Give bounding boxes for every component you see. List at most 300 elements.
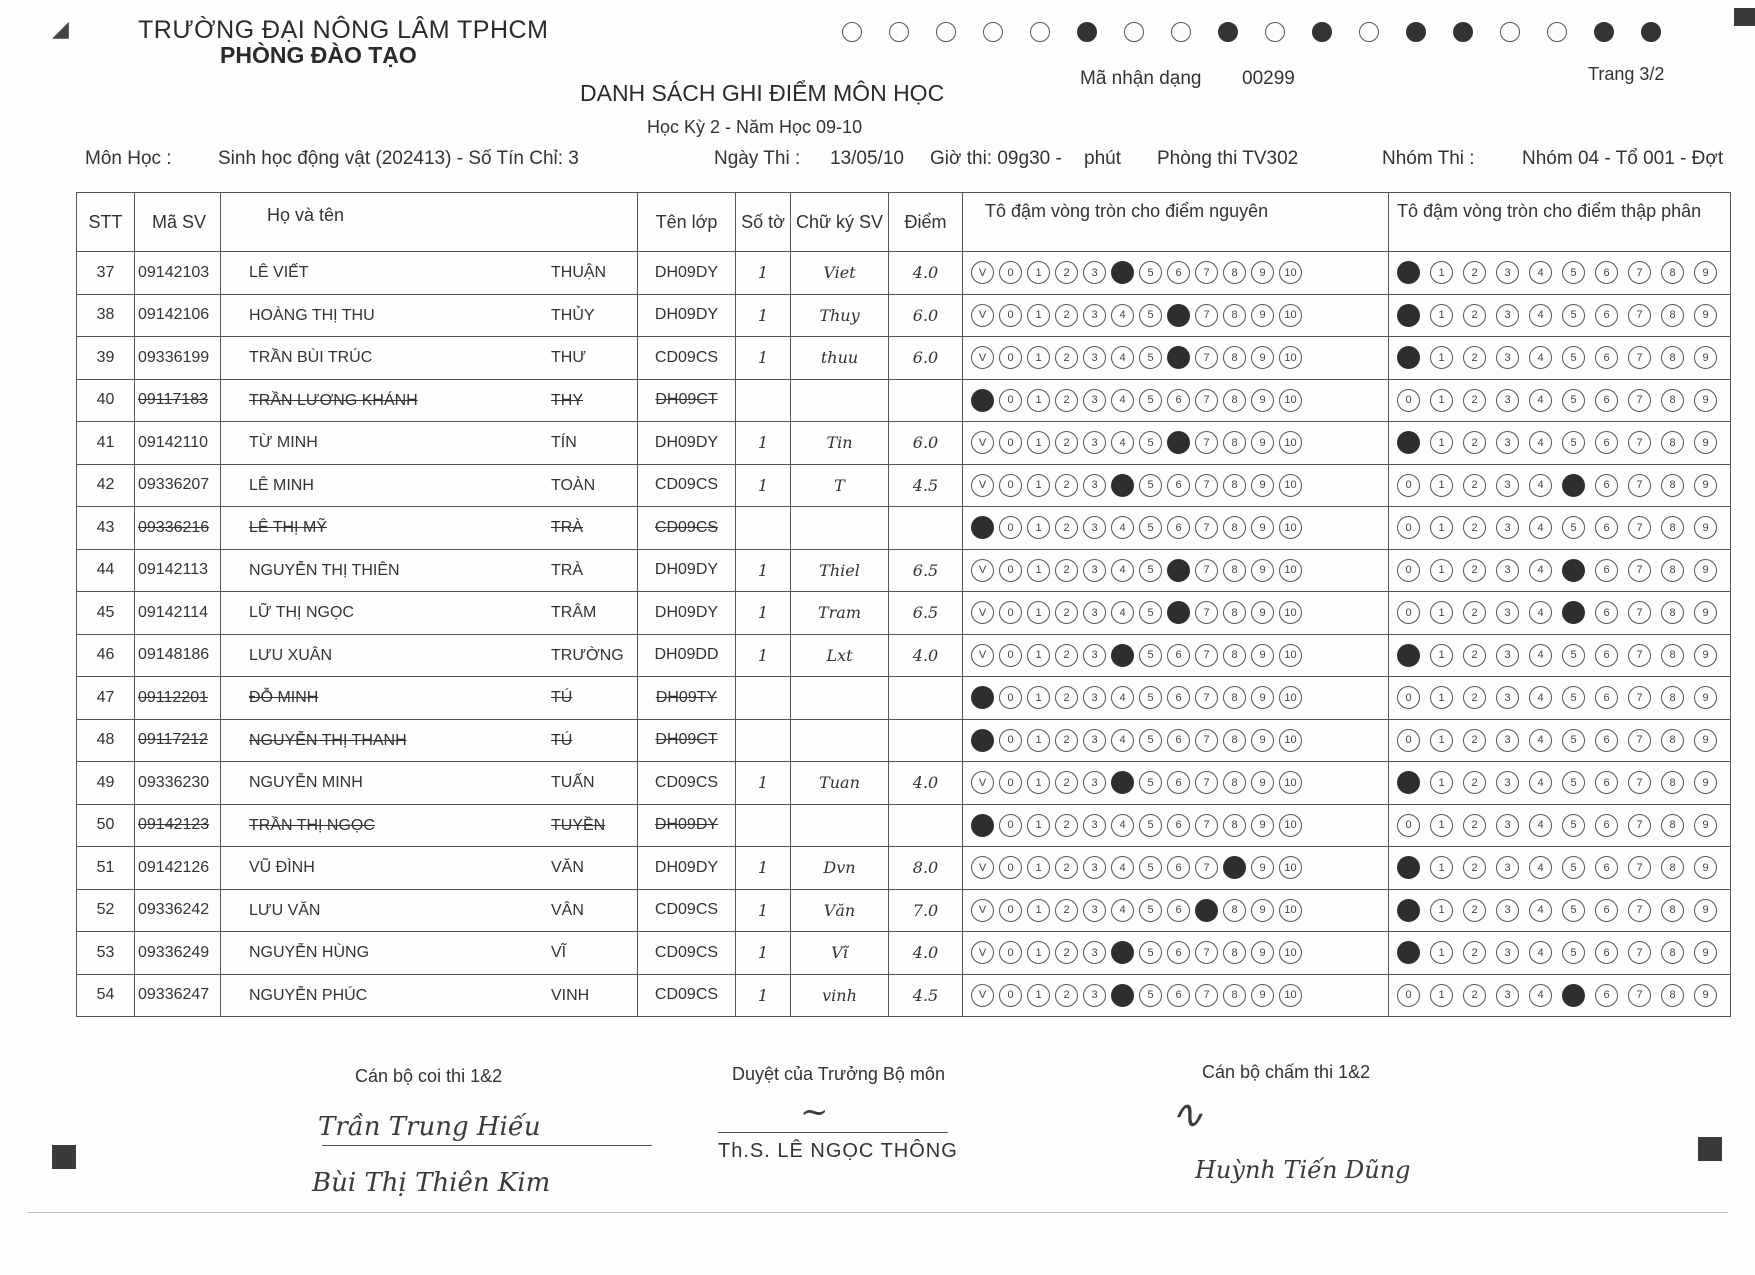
decimal-bubble[interactable]: 8 (1661, 984, 1684, 1007)
integer-bubble[interactable]: 0 (999, 304, 1022, 327)
decimal-bubble[interactable]: 5 (1562, 941, 1585, 964)
decimal-bubble[interactable]: 9 (1694, 516, 1717, 539)
decimal-bubble[interactable]: 1 (1430, 474, 1453, 497)
decimal-bubble[interactable]: 7 (1628, 941, 1651, 964)
integer-bubble[interactable]: 8 (1223, 304, 1246, 327)
decimal-bubble[interactable]: 8 (1661, 304, 1684, 327)
integer-bubble[interactable]: 4 (1111, 474, 1134, 497)
decimal-bubble[interactable]: 6 (1595, 856, 1618, 879)
decimal-bubble[interactable]: 0 (1397, 261, 1420, 284)
integer-bubble[interactable]: V (971, 261, 994, 284)
integer-bubble[interactable]: 5 (1139, 856, 1162, 879)
decimal-bubble[interactable]: 7 (1628, 559, 1651, 582)
integer-bubble[interactable]: 0 (999, 686, 1022, 709)
decimal-bubble[interactable]: 4 (1529, 941, 1552, 964)
decimal-bubble[interactable]: 3 (1496, 644, 1519, 667)
integer-bubble[interactable]: V (971, 474, 994, 497)
integer-bubble[interactable]: V (971, 346, 994, 369)
integer-bubble[interactable]: 0 (999, 474, 1022, 497)
decimal-bubble[interactable]: 6 (1595, 389, 1618, 412)
integer-bubble[interactable]: 7 (1195, 984, 1218, 1007)
integer-bubble[interactable]: 4 (1111, 559, 1134, 582)
decimal-bubble[interactable]: 2 (1463, 771, 1486, 794)
decimal-bubble[interactable]: 9 (1694, 474, 1717, 497)
integer-bubble[interactable]: 3 (1083, 771, 1106, 794)
integer-bubble[interactable]: 0 (999, 601, 1022, 624)
integer-bubble[interactable]: 3 (1083, 559, 1106, 582)
integer-bubble[interactable]: 9 (1251, 899, 1274, 922)
integer-bubble[interactable]: 10 (1279, 686, 1302, 709)
integer-bubble[interactable]: 9 (1251, 771, 1274, 794)
decimal-bubble[interactable]: 6 (1595, 261, 1618, 284)
decimal-bubble[interactable]: 6 (1595, 984, 1618, 1007)
decimal-bubble[interactable]: 1 (1430, 346, 1453, 369)
integer-bubble[interactable]: 3 (1083, 899, 1106, 922)
decimal-bubble[interactable]: 1 (1430, 389, 1453, 412)
integer-bubble[interactable]: 6 (1167, 984, 1190, 1007)
integer-bubble[interactable]: 4 (1111, 644, 1134, 667)
integer-bubble[interactable]: 0 (999, 899, 1022, 922)
integer-bubble[interactable]: 6 (1167, 856, 1190, 879)
decimal-bubble[interactable]: 5 (1562, 729, 1585, 752)
integer-bubble[interactable]: 0 (999, 941, 1022, 964)
integer-bubble[interactable]: 3 (1083, 346, 1106, 369)
integer-bubble[interactable]: 1 (1027, 601, 1050, 624)
integer-bubble[interactable]: 5 (1139, 729, 1162, 752)
integer-bubble[interactable]: 10 (1279, 474, 1302, 497)
integer-bubble[interactable]: 2 (1055, 729, 1078, 752)
integer-bubble[interactable]: 7 (1195, 729, 1218, 752)
integer-bubble[interactable]: 5 (1139, 899, 1162, 922)
integer-bubble[interactable]: 6 (1167, 389, 1190, 412)
decimal-bubble[interactable]: 2 (1463, 304, 1486, 327)
decimal-bubble[interactable]: 0 (1397, 601, 1420, 624)
decimal-bubble[interactable]: 7 (1628, 304, 1651, 327)
decimal-bubble[interactable]: 7 (1628, 771, 1651, 794)
integer-bubble[interactable]: 4 (1111, 601, 1134, 624)
integer-bubble[interactable]: 7 (1195, 304, 1218, 327)
integer-bubble[interactable]: 5 (1139, 389, 1162, 412)
decimal-bubble[interactable]: 3 (1496, 601, 1519, 624)
integer-bubble[interactable]: 1 (1027, 346, 1050, 369)
decimal-bubble[interactable]: 0 (1397, 771, 1420, 794)
integer-bubble[interactable]: 1 (1027, 389, 1050, 412)
integer-bubble[interactable]: 7 (1195, 899, 1218, 922)
decimal-bubble[interactable]: 6 (1595, 941, 1618, 964)
integer-bubble[interactable]: V (971, 559, 994, 582)
integer-bubble[interactable]: 8 (1223, 474, 1246, 497)
integer-bubble[interactable]: 10 (1279, 304, 1302, 327)
decimal-bubble[interactable]: 7 (1628, 856, 1651, 879)
integer-bubble[interactable]: 4 (1111, 389, 1134, 412)
decimal-bubble[interactable]: 3 (1496, 686, 1519, 709)
decimal-bubble[interactable]: 7 (1628, 984, 1651, 1007)
decimal-bubble[interactable]: 0 (1397, 644, 1420, 667)
integer-bubble[interactable]: 0 (999, 814, 1022, 837)
decimal-bubble[interactable]: 4 (1529, 984, 1552, 1007)
decimal-bubble[interactable]: 1 (1430, 856, 1453, 879)
integer-bubble[interactable]: 4 (1111, 261, 1134, 284)
decimal-bubble[interactable]: 5 (1562, 601, 1585, 624)
decimal-bubble[interactable]: 2 (1463, 941, 1486, 964)
integer-bubble[interactable]: 5 (1139, 686, 1162, 709)
decimal-bubble[interactable]: 4 (1529, 304, 1552, 327)
decimal-bubble[interactable]: 4 (1529, 686, 1552, 709)
decimal-bubble[interactable]: 0 (1397, 346, 1420, 369)
integer-bubble[interactable]: 9 (1251, 984, 1274, 1007)
decimal-bubble[interactable]: 5 (1562, 261, 1585, 284)
decimal-bubble[interactable]: 4 (1529, 346, 1552, 369)
integer-bubble[interactable]: 1 (1027, 474, 1050, 497)
integer-bubble[interactable]: 2 (1055, 601, 1078, 624)
decimal-bubble[interactable]: 9 (1694, 984, 1717, 1007)
decimal-bubble[interactable]: 8 (1661, 431, 1684, 454)
integer-bubble[interactable]: 2 (1055, 984, 1078, 1007)
decimal-bubble[interactable]: 4 (1529, 601, 1552, 624)
integer-bubble[interactable]: 3 (1083, 644, 1106, 667)
integer-bubble[interactable]: 1 (1027, 261, 1050, 284)
decimal-bubble[interactable]: 1 (1430, 814, 1453, 837)
integer-bubble[interactable]: 4 (1111, 814, 1134, 837)
integer-bubble[interactable]: 7 (1195, 346, 1218, 369)
integer-bubble[interactable]: 7 (1195, 814, 1218, 837)
decimal-bubble[interactable]: 2 (1463, 644, 1486, 667)
integer-bubble[interactable]: 7 (1195, 644, 1218, 667)
integer-bubble[interactable]: 9 (1251, 559, 1274, 582)
decimal-bubble[interactable]: 0 (1397, 389, 1420, 412)
decimal-bubble[interactable]: 0 (1397, 516, 1420, 539)
decimal-bubble[interactable]: 5 (1562, 814, 1585, 837)
integer-bubble[interactable]: 5 (1139, 304, 1162, 327)
decimal-bubble[interactable]: 3 (1496, 814, 1519, 837)
integer-bubble[interactable]: 2 (1055, 516, 1078, 539)
decimal-bubble[interactable]: 0 (1397, 304, 1420, 327)
decimal-bubble[interactable]: 6 (1595, 644, 1618, 667)
integer-bubble[interactable]: 5 (1139, 941, 1162, 964)
integer-bubble[interactable]: 6 (1167, 431, 1190, 454)
integer-bubble[interactable]: 3 (1083, 814, 1106, 837)
integer-bubble[interactable]: 0 (999, 644, 1022, 667)
integer-bubble[interactable]: 7 (1195, 941, 1218, 964)
decimal-bubble[interactable]: 0 (1397, 474, 1420, 497)
integer-bubble[interactable]: 6 (1167, 771, 1190, 794)
integer-bubble[interactable]: 4 (1111, 984, 1134, 1007)
decimal-bubble[interactable]: 4 (1529, 729, 1552, 752)
integer-bubble[interactable]: V (971, 686, 994, 709)
integer-bubble[interactable]: 1 (1027, 899, 1050, 922)
integer-bubble[interactable]: 3 (1083, 261, 1106, 284)
integer-bubble[interactable]: 1 (1027, 856, 1050, 879)
decimal-bubble[interactable]: 1 (1430, 304, 1453, 327)
integer-bubble[interactable]: 5 (1139, 559, 1162, 582)
integer-bubble[interactable]: 2 (1055, 304, 1078, 327)
integer-bubble[interactable]: 10 (1279, 644, 1302, 667)
integer-bubble[interactable]: 8 (1223, 601, 1246, 624)
decimal-bubble[interactable]: 9 (1694, 601, 1717, 624)
decimal-bubble[interactable]: 4 (1529, 899, 1552, 922)
integer-bubble[interactable]: 10 (1279, 814, 1302, 837)
decimal-bubble[interactable]: 4 (1529, 814, 1552, 837)
integer-bubble[interactable]: V (971, 814, 994, 837)
decimal-bubble[interactable]: 2 (1463, 516, 1486, 539)
decimal-bubble[interactable]: 8 (1661, 856, 1684, 879)
decimal-bubble[interactable]: 3 (1496, 261, 1519, 284)
integer-bubble[interactable]: 10 (1279, 559, 1302, 582)
decimal-bubble[interactable]: 7 (1628, 516, 1651, 539)
decimal-bubble[interactable]: 5 (1562, 771, 1585, 794)
integer-bubble[interactable]: V (971, 856, 994, 879)
integer-bubble[interactable]: 3 (1083, 941, 1106, 964)
integer-bubble[interactable]: 3 (1083, 431, 1106, 454)
decimal-bubble[interactable]: 0 (1397, 686, 1420, 709)
decimal-bubble[interactable]: 7 (1628, 686, 1651, 709)
decimal-bubble[interactable]: 5 (1562, 304, 1585, 327)
decimal-bubble[interactable]: 8 (1661, 899, 1684, 922)
integer-bubble[interactable]: 5 (1139, 771, 1162, 794)
integer-bubble[interactable]: V (971, 601, 994, 624)
decimal-bubble[interactable]: 6 (1595, 516, 1618, 539)
decimal-bubble[interactable]: 3 (1496, 856, 1519, 879)
decimal-bubble[interactable]: 2 (1463, 686, 1486, 709)
integer-bubble[interactable]: 0 (999, 261, 1022, 284)
decimal-bubble[interactable]: 7 (1628, 261, 1651, 284)
decimal-bubble[interactable]: 9 (1694, 261, 1717, 284)
integer-bubble[interactable]: V (971, 729, 994, 752)
decimal-bubble[interactable]: 9 (1694, 431, 1717, 454)
integer-bubble[interactable]: 2 (1055, 559, 1078, 582)
integer-bubble[interactable]: 1 (1027, 984, 1050, 1007)
integer-bubble[interactable]: 9 (1251, 516, 1274, 539)
decimal-bubble[interactable]: 9 (1694, 559, 1717, 582)
integer-bubble[interactable]: 2 (1055, 856, 1078, 879)
integer-bubble[interactable]: 10 (1279, 516, 1302, 539)
decimal-bubble[interactable]: 8 (1661, 474, 1684, 497)
decimal-bubble[interactable]: 9 (1694, 644, 1717, 667)
integer-bubble[interactable]: 3 (1083, 729, 1106, 752)
integer-bubble[interactable]: 3 (1083, 984, 1106, 1007)
decimal-bubble[interactable]: 3 (1496, 941, 1519, 964)
integer-bubble[interactable]: 5 (1139, 261, 1162, 284)
integer-bubble[interactable]: V (971, 431, 994, 454)
integer-bubble[interactable]: V (971, 984, 994, 1007)
decimal-bubble[interactable]: 5 (1562, 559, 1585, 582)
integer-bubble[interactable]: 10 (1279, 389, 1302, 412)
integer-bubble[interactable]: 5 (1139, 346, 1162, 369)
integer-bubble[interactable]: 3 (1083, 856, 1106, 879)
integer-bubble[interactable]: 0 (999, 984, 1022, 1007)
decimal-bubble[interactable]: 2 (1463, 474, 1486, 497)
integer-bubble[interactable]: 1 (1027, 431, 1050, 454)
integer-bubble[interactable]: 2 (1055, 941, 1078, 964)
decimal-bubble[interactable]: 6 (1595, 304, 1618, 327)
integer-bubble[interactable]: 7 (1195, 601, 1218, 624)
decimal-bubble[interactable]: 4 (1529, 389, 1552, 412)
integer-bubble[interactable]: 9 (1251, 686, 1274, 709)
decimal-bubble[interactable]: 9 (1694, 899, 1717, 922)
integer-bubble[interactable]: 6 (1167, 644, 1190, 667)
integer-bubble[interactable]: 0 (999, 389, 1022, 412)
integer-bubble[interactable]: 8 (1223, 261, 1246, 284)
decimal-bubble[interactable]: 2 (1463, 814, 1486, 837)
integer-bubble[interactable]: 4 (1111, 941, 1134, 964)
integer-bubble[interactable]: V (971, 771, 994, 794)
decimal-bubble[interactable]: 9 (1694, 389, 1717, 412)
integer-bubble[interactable]: 7 (1195, 686, 1218, 709)
decimal-bubble[interactable]: 2 (1463, 856, 1486, 879)
decimal-bubble[interactable]: 4 (1529, 856, 1552, 879)
decimal-bubble[interactable]: 0 (1397, 899, 1420, 922)
decimal-bubble[interactable]: 9 (1694, 814, 1717, 837)
decimal-bubble[interactable]: 8 (1661, 771, 1684, 794)
integer-bubble[interactable]: 3 (1083, 304, 1106, 327)
decimal-bubble[interactable]: 0 (1397, 856, 1420, 879)
decimal-bubble[interactable]: 1 (1430, 644, 1453, 667)
decimal-bubble[interactable]: 5 (1562, 474, 1585, 497)
decimal-bubble[interactable]: 8 (1661, 389, 1684, 412)
integer-bubble[interactable]: 5 (1139, 644, 1162, 667)
decimal-bubble[interactable]: 1 (1430, 261, 1453, 284)
decimal-bubble[interactable]: 2 (1463, 261, 1486, 284)
integer-bubble[interactable]: 2 (1055, 474, 1078, 497)
integer-bubble[interactable]: 6 (1167, 261, 1190, 284)
decimal-bubble[interactable]: 1 (1430, 771, 1453, 794)
decimal-bubble[interactable]: 3 (1496, 346, 1519, 369)
decimal-bubble[interactable]: 4 (1529, 516, 1552, 539)
decimal-bubble[interactable]: 3 (1496, 516, 1519, 539)
decimal-bubble[interactable]: 1 (1430, 899, 1453, 922)
integer-bubble[interactable]: 10 (1279, 899, 1302, 922)
integer-bubble[interactable]: 9 (1251, 941, 1274, 964)
decimal-bubble[interactable]: 9 (1694, 729, 1717, 752)
integer-bubble[interactable]: 4 (1111, 346, 1134, 369)
integer-bubble[interactable]: V (971, 304, 994, 327)
integer-bubble[interactable]: 9 (1251, 729, 1274, 752)
integer-bubble[interactable]: 2 (1055, 346, 1078, 369)
decimal-bubble[interactable]: 4 (1529, 431, 1552, 454)
integer-bubble[interactable]: 5 (1139, 516, 1162, 539)
integer-bubble[interactable]: 6 (1167, 729, 1190, 752)
integer-bubble[interactable]: 4 (1111, 686, 1134, 709)
integer-bubble[interactable]: 0 (999, 729, 1022, 752)
integer-bubble[interactable]: 5 (1139, 984, 1162, 1007)
decimal-bubble[interactable]: 8 (1661, 261, 1684, 284)
integer-bubble[interactable]: 4 (1111, 856, 1134, 879)
integer-bubble[interactable]: 5 (1139, 431, 1162, 454)
integer-bubble[interactable]: 9 (1251, 304, 1274, 327)
integer-bubble[interactable]: 8 (1223, 984, 1246, 1007)
integer-bubble[interactable]: 6 (1167, 304, 1190, 327)
integer-bubble[interactable]: 10 (1279, 771, 1302, 794)
decimal-bubble[interactable]: 8 (1661, 601, 1684, 624)
integer-bubble[interactable]: 9 (1251, 431, 1274, 454)
decimal-bubble[interactable]: 4 (1529, 474, 1552, 497)
integer-bubble[interactable]: 9 (1251, 644, 1274, 667)
decimal-bubble[interactable]: 6 (1595, 431, 1618, 454)
integer-bubble[interactable]: 8 (1223, 856, 1246, 879)
integer-bubble[interactable]: 1 (1027, 516, 1050, 539)
integer-bubble[interactable]: 1 (1027, 304, 1050, 327)
decimal-bubble[interactable]: 9 (1694, 686, 1717, 709)
integer-bubble[interactable]: 0 (999, 771, 1022, 794)
decimal-bubble[interactable]: 7 (1628, 431, 1651, 454)
integer-bubble[interactable]: 8 (1223, 346, 1246, 369)
decimal-bubble[interactable]: 6 (1595, 771, 1618, 794)
integer-bubble[interactable]: 9 (1251, 856, 1274, 879)
integer-bubble[interactable]: 7 (1195, 516, 1218, 539)
integer-bubble[interactable]: V (971, 899, 994, 922)
integer-bubble[interactable]: 10 (1279, 729, 1302, 752)
decimal-bubble[interactable]: 5 (1562, 346, 1585, 369)
decimal-bubble[interactable]: 2 (1463, 346, 1486, 369)
integer-bubble[interactable]: 3 (1083, 686, 1106, 709)
integer-bubble[interactable]: 6 (1167, 346, 1190, 369)
integer-bubble[interactable]: 2 (1055, 899, 1078, 922)
integer-bubble[interactable]: 2 (1055, 431, 1078, 454)
decimal-bubble[interactable]: 8 (1661, 814, 1684, 837)
decimal-bubble[interactable]: 1 (1430, 984, 1453, 1007)
integer-bubble[interactable]: 4 (1111, 729, 1134, 752)
decimal-bubble[interactable]: 3 (1496, 899, 1519, 922)
integer-bubble[interactable]: 5 (1139, 474, 1162, 497)
decimal-bubble[interactable]: 5 (1562, 516, 1585, 539)
integer-bubble[interactable]: 8 (1223, 389, 1246, 412)
decimal-bubble[interactable]: 7 (1628, 899, 1651, 922)
integer-bubble[interactable]: 2 (1055, 389, 1078, 412)
decimal-bubble[interactable]: 6 (1595, 559, 1618, 582)
integer-bubble[interactable]: 1 (1027, 686, 1050, 709)
decimal-bubble[interactable]: 6 (1595, 729, 1618, 752)
decimal-bubble[interactable]: 6 (1595, 686, 1618, 709)
decimal-bubble[interactable]: 5 (1562, 686, 1585, 709)
decimal-bubble[interactable]: 3 (1496, 984, 1519, 1007)
decimal-bubble[interactable]: 2 (1463, 984, 1486, 1007)
integer-bubble[interactable]: V (971, 941, 994, 964)
integer-bubble[interactable]: 0 (999, 431, 1022, 454)
integer-bubble[interactable]: 2 (1055, 261, 1078, 284)
decimal-bubble[interactable]: 8 (1661, 346, 1684, 369)
integer-bubble[interactable]: 1 (1027, 814, 1050, 837)
integer-bubble[interactable]: 4 (1111, 304, 1134, 327)
integer-bubble[interactable]: 6 (1167, 474, 1190, 497)
decimal-bubble[interactable]: 0 (1397, 941, 1420, 964)
integer-bubble[interactable]: 8 (1223, 941, 1246, 964)
integer-bubble[interactable]: 4 (1111, 431, 1134, 454)
decimal-bubble[interactable]: 1 (1430, 431, 1453, 454)
decimal-bubble[interactable]: 1 (1430, 686, 1453, 709)
integer-bubble[interactable]: 9 (1251, 389, 1274, 412)
integer-bubble[interactable]: 10 (1279, 261, 1302, 284)
integer-bubble[interactable]: 8 (1223, 644, 1246, 667)
integer-bubble[interactable]: 10 (1279, 346, 1302, 369)
decimal-bubble[interactable]: 3 (1496, 304, 1519, 327)
decimal-bubble[interactable]: 7 (1628, 644, 1651, 667)
decimal-bubble[interactable]: 8 (1661, 686, 1684, 709)
integer-bubble[interactable]: 5 (1139, 814, 1162, 837)
integer-bubble[interactable]: 8 (1223, 814, 1246, 837)
integer-bubble[interactable]: 2 (1055, 644, 1078, 667)
decimal-bubble[interactable]: 1 (1430, 729, 1453, 752)
integer-bubble[interactable]: 0 (999, 856, 1022, 879)
decimal-bubble[interactable]: 8 (1661, 941, 1684, 964)
decimal-bubble[interactable]: 5 (1562, 431, 1585, 454)
decimal-bubble[interactable]: 7 (1628, 474, 1651, 497)
integer-bubble[interactable]: 7 (1195, 431, 1218, 454)
decimal-bubble[interactable]: 4 (1529, 559, 1552, 582)
decimal-bubble[interactable]: 9 (1694, 941, 1717, 964)
decimal-bubble[interactable]: 0 (1397, 559, 1420, 582)
integer-bubble[interactable]: 6 (1167, 814, 1190, 837)
decimal-bubble[interactable]: 8 (1661, 644, 1684, 667)
